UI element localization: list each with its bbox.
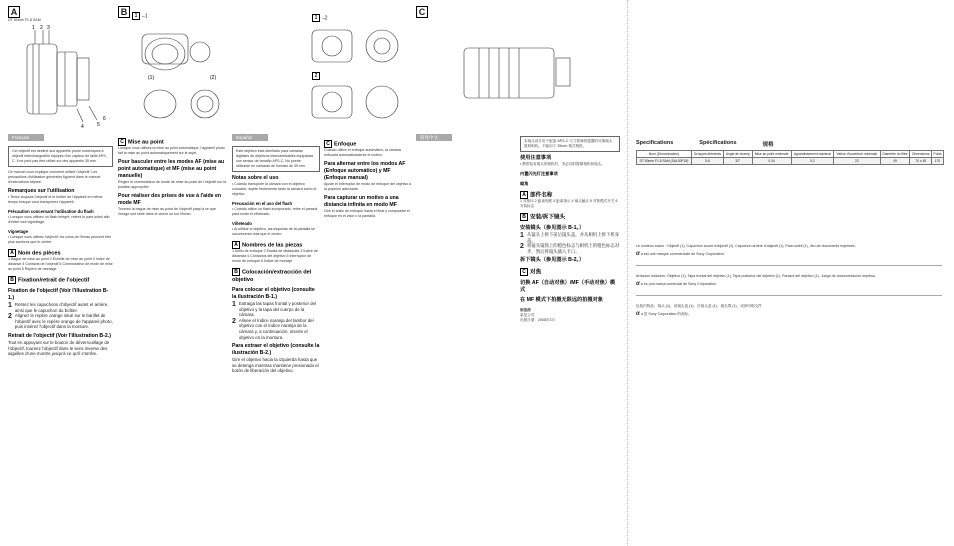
spec-trademark-zh [636, 312, 942, 317]
zh-date: 出版日期：2008年3月 [520, 317, 556, 322]
zh-maker-heading: 制造商 [520, 307, 531, 312]
fr-vign-heading: Vignetage [8, 229, 28, 234]
es-parts-heading-text: Nombres de las piezas [242, 242, 303, 249]
es-step-1: Extraiga las tapas frontal y posterior del objetivo y la tapa del cuerpo de la cámara. [238, 300, 317, 318]
es-attach-sub: Para colocar el objetivo (consulte la ilustración B-1.) [232, 286, 315, 300]
es-flash-heading: Precaución en el uso del flash [232, 201, 293, 206]
spec-col-groups: Groupes-éléments [691, 151, 723, 158]
column-b [118, 0, 230, 546]
spec-col-angle: Angle de champ [724, 151, 753, 158]
b1-tag: 1 [132, 12, 140, 20]
fr-fix-tag: B [8, 276, 16, 284]
spec-trademark-fr [636, 252, 942, 257]
spec-cell: 0,34 [752, 158, 791, 165]
es-intro-box: Este objetivo está diseñado para cámaras digitales de objetivos intercambiables equipadas con sensor de tamaño APS-C. No puede utilizarse en cámaras de formato de 35 mm. [232, 146, 320, 172]
fr-mode-heading: Pour basculer entre les modes AF (mise au point automatique) et MF (mise au point manuelle) [118, 159, 225, 180]
callout-1: 1 [32, 25, 35, 31]
zh-parts-heading-text: 部件名称 [530, 192, 553, 199]
spec-col-aperture: Valeur d'ouverture minimale [834, 151, 880, 158]
fr-rem-text: Tout en appuyant sur le bouton de déverrouillage de l'objectif, tournez l'objectif dans le sens inverse des aiguilles d'une montre jusqu'à ce qu'il s'arrête. [8, 339, 110, 357]
fr-step-1-num: 1 [8, 301, 12, 309]
zh-focus-heading-text: 对焦 [530, 269, 542, 276]
fr-fix-heading [8, 276, 113, 284]
fr-step-2: Alignez le repère orange situé sur le barillet de l'objectif avec le repère orange de l'appareil photo, puis insérez l'objectif dans la monture. [14, 313, 113, 330]
es-attach-tag: B [232, 268, 240, 276]
zh-step-2-num: 2 [520, 243, 524, 251]
fr-intro-box: Cet objectif est destiné aux appareils photo numériques à objectif interchangeable équipés d'un capteur de taille APS-C. Il ne peut pas être utilisé sur des appareils 35 mm. [8, 146, 113, 167]
es-vign-heading: Viñeteado [232, 221, 252, 226]
es-remove-text: Gire el objetivo hacia la izquierda hasta que se detenga mientras mantiene presionado el botón de liberación del objetivo. [232, 357, 319, 374]
es-step-1-num: 1 [232, 300, 236, 308]
focus-switch-diagram [444, 38, 594, 113]
lens-title: DT 50mm F1.8 SAM [8, 18, 41, 22]
callout-6: 6 [103, 116, 106, 122]
b2-suffix: –2 [322, 15, 328, 22]
spec-cell: 70 x 45 [910, 158, 932, 165]
mount-diagram-3 [302, 80, 412, 130]
es-notes-heading: Notas sobre el uso [232, 175, 279, 181]
spec-col-weight: Poids [933, 152, 942, 156]
b3-label [312, 72, 322, 80]
fr-parts-heading-text: Nom des pièces [18, 250, 61, 257]
es-flash-text: • Cuando utilice un flash incorporado, retire el parasol para evitar el viñeteado. [232, 207, 318, 216]
spec-col-max-mag: Agrandissement maximal [791, 151, 834, 158]
zh-parts-tag: A [520, 191, 528, 199]
spec-note-es: Artículos incluidos: Objetivo (1), Tapa frontal del objetivo (1), Tapa posterior del objetivo (1), Parasol del objetivo (1), Juego de documentación impresa. [636, 274, 876, 278]
es-parts-text: 1 Anillo de enfoque 2 Escala de distancias 3 Índice de distancia 4 Contactos del objetivo 5 Interruptor de modo de enfoque 6 Índice de montaje [232, 249, 318, 264]
zh-step-1-num: 1 [520, 231, 524, 239]
lang-bar-zh: 简体中文 [416, 134, 452, 141]
fr-parts-tag: A [8, 249, 16, 257]
fr-vign-text: • Lorsque vous utilisez l'objectif, les coins de l'écran peuvent être plus sombres que le centre. [8, 235, 112, 244]
zh-step-2: 将镜头镜筒上的橙色标志与相机上的橙色标志对齐，然后将镜头插入卡口。 [526, 243, 620, 254]
column-a [0, 0, 120, 546]
zh-attach-tag: B [520, 213, 528, 221]
es-remove-sub: Para extraer el objetivo (consulte la ilustración B-2.) [232, 343, 320, 357]
fr-flash-heading: Précaution concernant l'utilisation du flash [8, 209, 94, 214]
es-switch-heading: Para alternar entre los modos AF (Enfoque automático) y MF (Enfoque manual) [324, 161, 406, 182]
spec-cell: 0,2 [791, 158, 834, 165]
spec-heading-en: Specifications [636, 140, 674, 146]
lens-diagram [5, 24, 115, 129]
es-parts-heading [232, 241, 320, 249]
b1-label [132, 12, 148, 20]
spec-trademark-zh-text: α 是 Sony Corporation 的商标。 [640, 312, 692, 316]
panel-label-a: A [8, 6, 20, 18]
zh-focus-heading [520, 268, 620, 276]
fr-focus-text: Lorsque vous utilisez la mise au point automatique, l'appareil photo fait la mise au point automatiquement sur le sujet. [118, 146, 225, 156]
zh-parts-text: 1 对焦环 2 距离刻度 3 距离指示 4 镜头触点 5 对焦模式开关 6 安装标志 [520, 199, 618, 209]
es-focus-heading-text: Enfoque [334, 141, 357, 148]
fr-focus-tag: C [118, 138, 126, 146]
spec-heading-fr: Spécifications [699, 140, 737, 146]
fr-flash-text: • Lorsque vous utilisez un flash intégré, retirez le pare-soleil afin d'éviter tout vignettage. [8, 215, 110, 224]
lang-bar-fr: Français [8, 134, 44, 141]
panel-label-c: C [416, 6, 428, 18]
es-switch-text: Ajuste el interruptor de modo de enfoque del objetivo a la posición adecuada. [324, 182, 412, 192]
fr-parts-text: 1 Bague de mise au point 2 Échelle de mise au point 3 Index de distance 4 Contacts de l'objectif 5 Commutateur de mode de mise au point 6 Repère de montage [8, 257, 113, 272]
spec-note-zh: 包装内物品：镜头 (1)，前镜头盖 (1)，后镜头盖 (1)，遮光罩 (1)，成套印刷文件 [636, 304, 762, 308]
spec-col-filter: Diamètre du filtre [880, 151, 910, 158]
spec-note-fr: Le contenu inclus : Objectif (1), Capuchon avant d'objectif (1), Capuchon arrière d'objectif (1), Pare-soleil (1), Jeu de documents imprimés. [636, 244, 856, 248]
spec-trademark-es-text: α es una marca comercial de Sony Corporation. [640, 282, 717, 286]
fig2-label: (2) [210, 75, 217, 81]
es-attach-heading [232, 268, 320, 283]
zh-remove-sub: 拆下镜头（参见图示 B-2。） [520, 257, 585, 264]
zh-attach-heading-text: 安装/拆下镜头 [530, 214, 566, 221]
zh-intro-box: 本镜头设计用于配备 APS-C 尺寸影像传感器的可换镜头数码相机。不能用于 35mm 格式相机。 [520, 136, 620, 152]
alpha-logo-es: α [636, 281, 640, 287]
table-row [637, 158, 944, 165]
spec-cell: 49 [880, 158, 910, 165]
fr-fix-heading-text: Fixation/retrait de l'objectif [18, 277, 90, 284]
spec-header-row [637, 151, 944, 158]
zh-inf-heading: 在 MF 模式下拍摄无限远的拍摄对象 [520, 296, 603, 303]
column-b2 [232, 0, 414, 546]
es-parts-tag: A [232, 241, 240, 249]
fr-mf-text: Tournez la bague de mise au point de l'objectif jusqu'à ce que l'image soit nette dans le viseur ou sur l'écran. [118, 207, 216, 217]
fr-usage-text: • Tenez toujours l'objectif et le boîtier de l'appareil en même temps lorsque vous transportez l'appareil. [8, 195, 103, 204]
column-c [414, 0, 624, 546]
lang-bar-es: Español [232, 134, 268, 141]
fr-usage-heading: Remarques sur l'utilisation [8, 188, 75, 194]
es-notes-text: • Cuando transporte la cámara con el objetivo colocado, sujete firmemente tanto la cámara como el objetivo. [232, 182, 317, 196]
alpha-logo-fr: α [636, 251, 640, 257]
zh-attach-heading [520, 213, 620, 221]
callout-4: 4 [81, 124, 84, 129]
callout-3: 3 [47, 25, 50, 31]
callout-5: 5 [97, 122, 100, 128]
spec-col-min-focus: Mise au point minimale [752, 151, 791, 158]
es-step-2: Alinee el índice naranja del tambor del objetivo con el índice naranja de la cámara y, a continuación, inserte el objetivo en la montura. [238, 317, 314, 340]
es-attach-heading-text: Colocación/extracción del objetivo [232, 269, 312, 283]
es-mf-text: Gire el anillo de enfoque hasta el final y compruebe el enfoque en el visor o la pantalla. [324, 209, 410, 219]
es-focus-text: Cuando utilice el enfoque automático, la cámara enfocará automáticamente el motivo. [324, 148, 401, 158]
spec-cell: DT 50mm F1.8 SAM (SAL50F18) [637, 158, 692, 165]
separator-1 [627, 0, 628, 546]
spec-cell: 22 [834, 158, 880, 165]
spec-cell: 5-6 [691, 158, 723, 165]
spec-heading-zh: 规格 [762, 142, 774, 148]
b2-tag: 1 [312, 14, 320, 22]
spec-cell: 170 [932, 158, 944, 165]
es-focus-heading [324, 140, 412, 148]
zh-attach-sub: 安装镜头（参见图示 B-1。） [520, 224, 585, 231]
fr-focus-heading-text: Mise au point [128, 139, 164, 146]
fig1-label: (1) [148, 75, 155, 81]
fr-note: Ce manuel vous explique comment utiliser l'objectif. Les précautions d'utilisation générales figurent dans le manuel d'instructions séparé. [8, 170, 101, 184]
panel-label-b: B [118, 6, 130, 18]
es-vign-text: • Al utilizar el objetivo, las esquinas de la pantalla se oscurecerán más que el centro. [232, 227, 315, 236]
es-mf-heading: Para capturar un motivo a una distancia infinita en modo MF [324, 195, 399, 209]
zh-use-text: • 携带装有镜头的相机时，务必同时握紧相机和镜头。 [520, 162, 605, 166]
column-specs [630, 0, 954, 546]
fr-mf-heading: Pour réaliser des prises de vue à l'aide en mode MF [118, 193, 222, 207]
zh-afmf-heading: 切换 AF（自动对焦）/MF（手动对焦）模式 [520, 279, 616, 293]
fr-fix-sub: Fixation de l'objectif (Voir l'illustration B-1.) [8, 287, 109, 301]
alpha-logo-zh: α [636, 311, 640, 317]
es-focus-tag: C [324, 140, 332, 148]
spec-col-dimensions: Dimensions [910, 151, 932, 158]
zh-focus-tag: C [520, 268, 528, 276]
spec-table [636, 150, 944, 165]
zh-maker-name: 索尼公司 [520, 312, 535, 317]
fr-rem-sub: Retrait de l'objectif (Voir l'illustration B-2.) [8, 332, 111, 339]
b3-tag: 2 [312, 72, 320, 80]
spec-trademark-es [636, 282, 942, 287]
spec-trademark-fr-text: α est une marque commerciale de Sony Corporation. [640, 252, 726, 256]
b1-suffix: –1 [142, 13, 148, 20]
fr-focus-heading [118, 138, 228, 146]
callout-2: 2 [40, 25, 43, 31]
fr-step-2-num: 2 [8, 313, 12, 321]
zh-flash-heading: 内置闪光灯注意事项 [520, 171, 558, 176]
mount-diagram-1 [120, 24, 230, 129]
mount-diagram-2 [302, 20, 412, 70]
spec-col-name: Nom (Dénomination) [637, 151, 692, 158]
fr-mode-text: Réglez le commutateur de mode de mise au point de l'objectif sur la position appropriée. [118, 180, 226, 190]
zh-use-heading: 使用注意事项 [520, 155, 552, 161]
es-step-2-num: 2 [232, 317, 236, 325]
fr-step-1: Retirez les capuchons d'objectif avant et arrière, ainsi que le capuchon du boîtier. [14, 301, 109, 313]
spec-cell: 32° [724, 158, 753, 165]
zh-vign-heading: 暗角 [520, 181, 529, 186]
zh-step-1: 从镜头上拆下前后镜头盖，并从相机上拆下机身盖。 [526, 231, 620, 243]
